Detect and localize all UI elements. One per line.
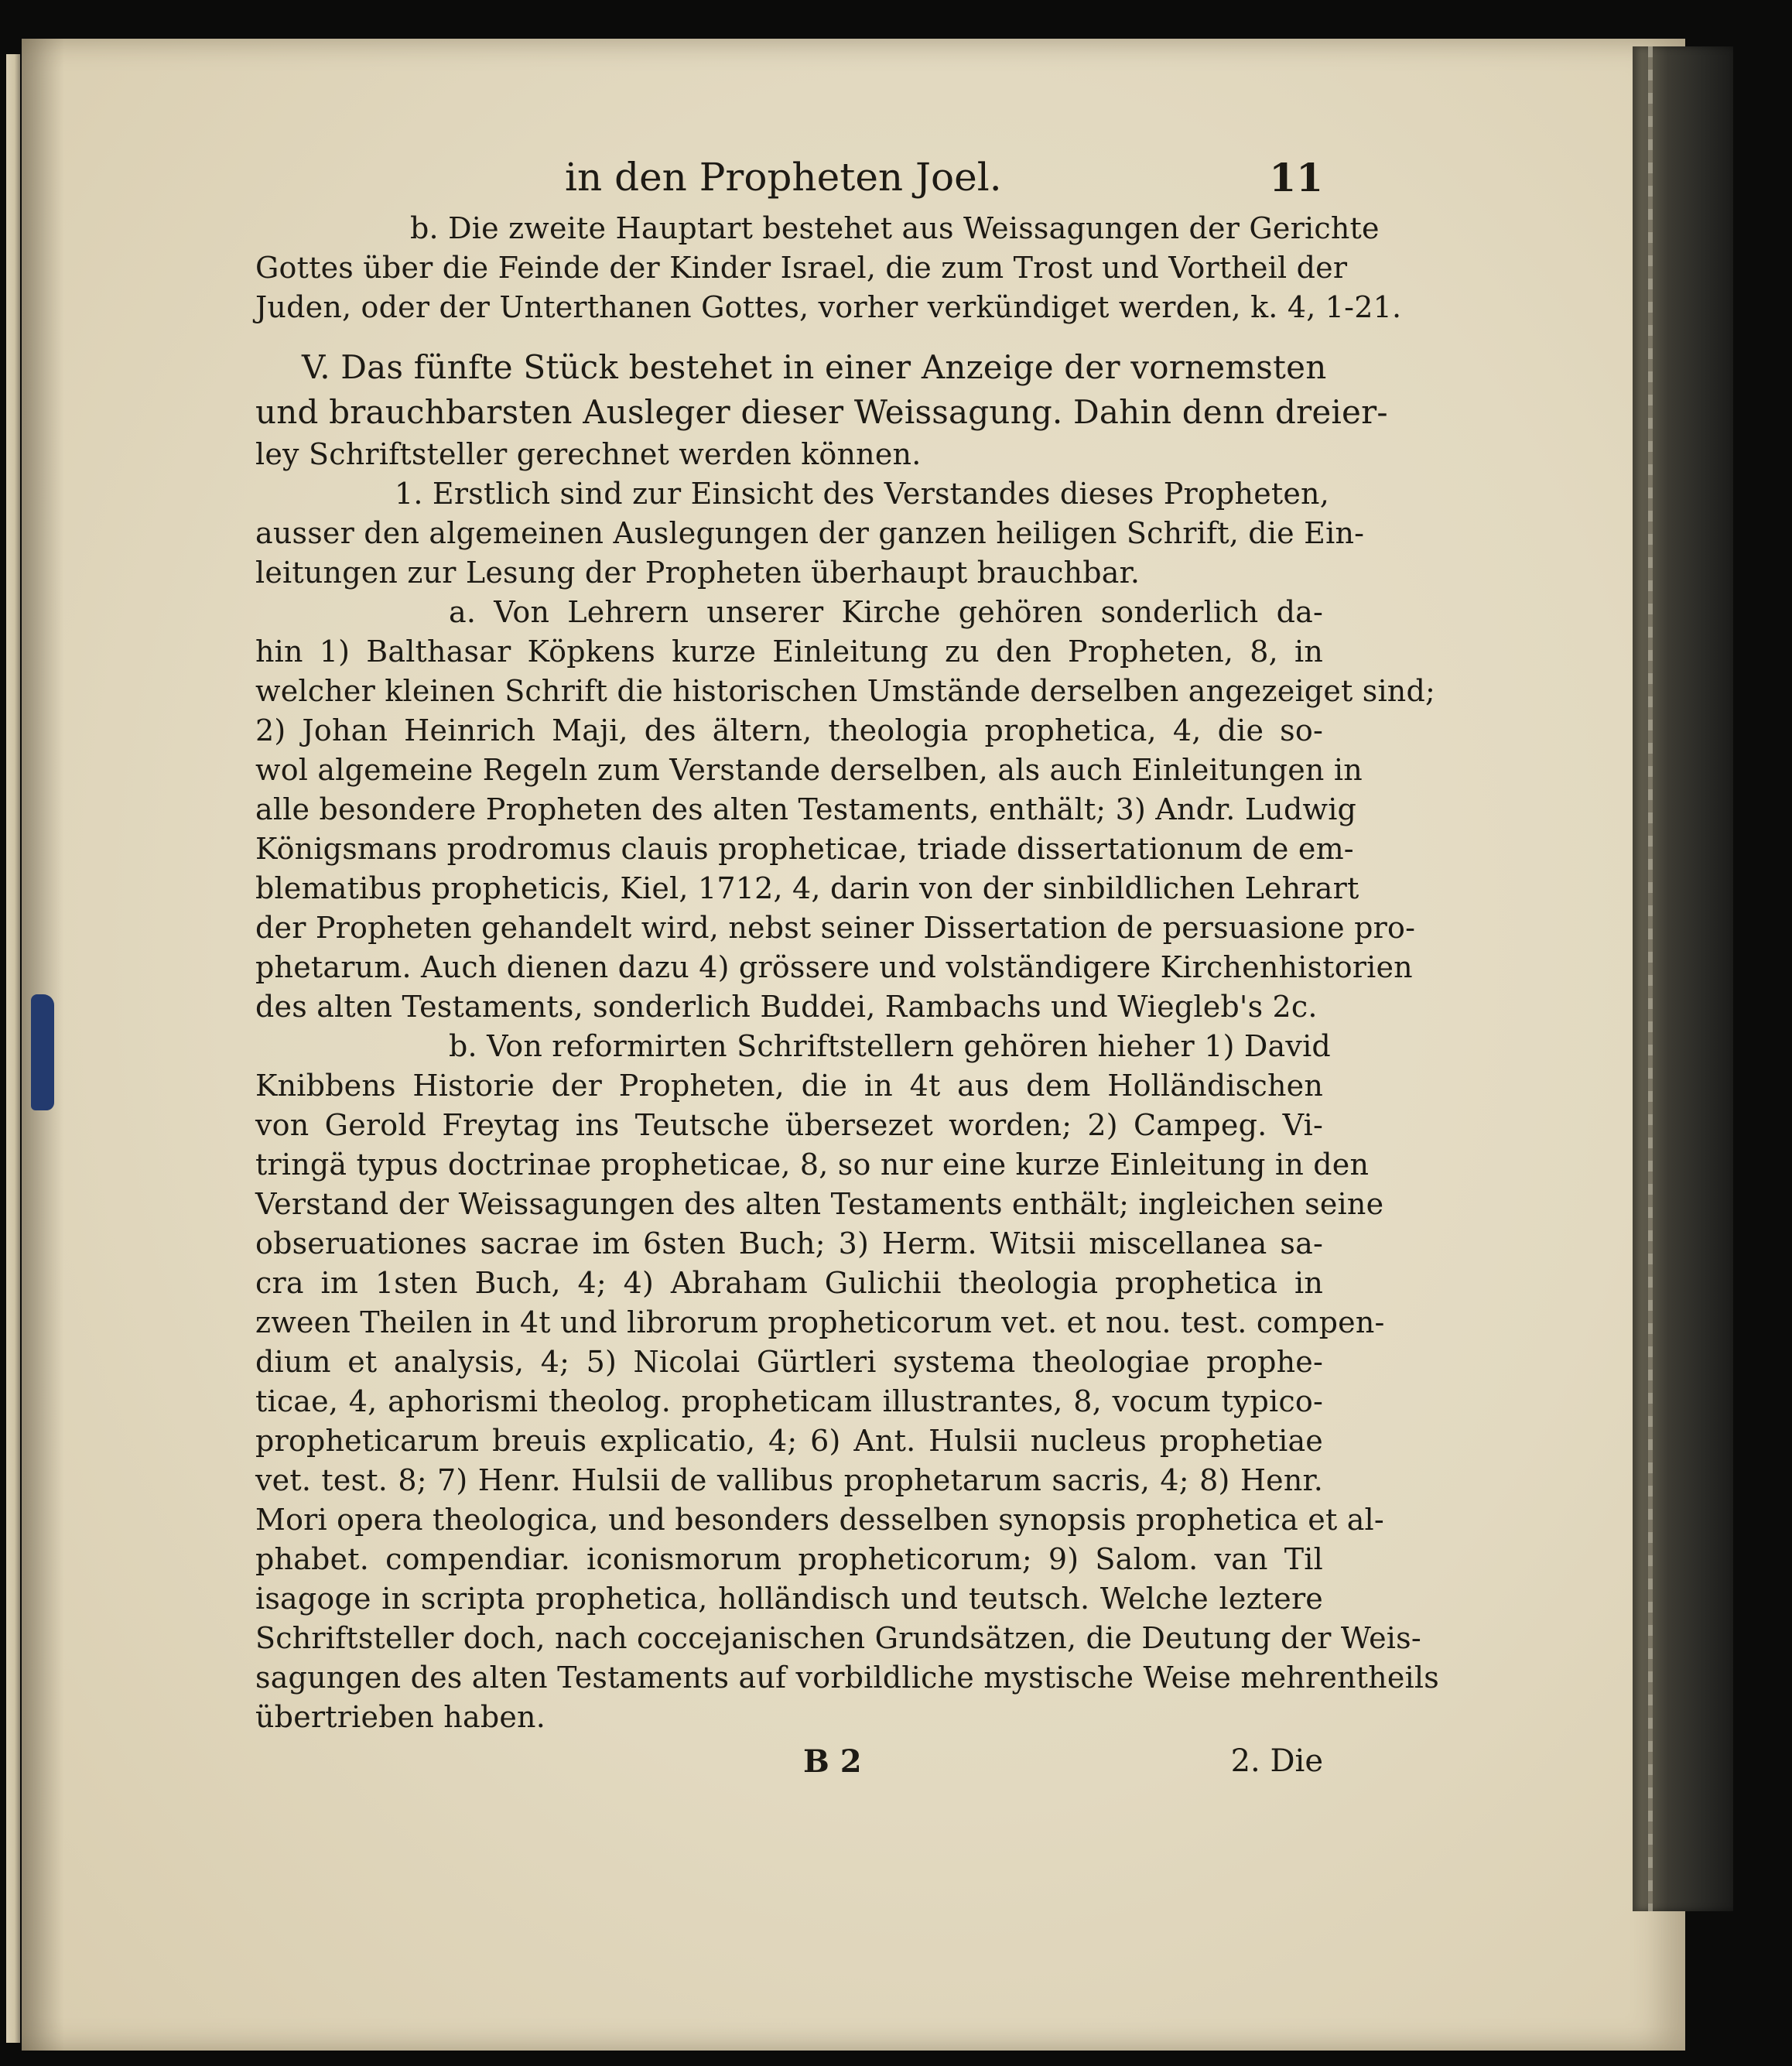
- text-line: von Gerold Freytag ins Teutsche übersezet worden; 2) Campeg. Vi-: [255, 1108, 1323, 1142]
- text-line: Schriftsteller doch, nach coccejanischen Grundsätzen, die Deutung der Weis-: [255, 1621, 1421, 1655]
- text-line: Königsmans prodromus clauis propheticae, triade dissertationum de em-: [255, 832, 1354, 866]
- text-line: b. Von reformirten Schriftstellern gehören hieher 1) David: [449, 1029, 1331, 1063]
- body-text: [255, 209, 1439, 1737]
- page-content: [255, 155, 1439, 1790]
- text-line: der Propheten gehandelt wird, nebst seiner Dissertation de persuasione pro-: [255, 911, 1416, 945]
- text-line: ley Schriftsteller gerechnet werden können.: [255, 437, 922, 471]
- text-line: welcher kleinen Schrift die historischen Umstände derselben angezeiget sind;: [255, 674, 1436, 708]
- text-line: phabet. compendiar. iconismorum propheticorum; 9) Salom. van Til: [255, 1542, 1323, 1576]
- text-line: übertrieben haben.: [255, 1700, 545, 1734]
- text-line: 2) Johan Heinrich Maji, des ältern, theologia prophetica, 4, die so-: [255, 713, 1323, 747]
- text-line: cra im 1sten Buch, 4; 4) Abraham Gulichii theologia prophetica in: [255, 1266, 1323, 1300]
- text-line: hin 1) Balthasar Köpkens kurze Einleitung zu den Propheten, 8, in: [255, 635, 1323, 669]
- signature-mark: B 2: [803, 1743, 862, 1780]
- text-line: Juden, oder der Unterthanen Gottes, vorher verkündiget werden, k. 4, 1-21.: [255, 290, 1402, 324]
- text-line: vet. test. 8; 7) Henr. Hulsii de vallibus prophetarum sacris, 4; 8) Henr.: [255, 1463, 1323, 1497]
- text-line: b. Die zweite Hauptart bestehet aus Weissagungen der Gerichte: [410, 211, 1380, 245]
- text-line: V. Das fünfte Stück bestehet in einer Anzeige der vornemsten: [302, 348, 1327, 386]
- text-line: Gottes über die Feinde der Kinder Israel, die zum Trost und Vortheil der: [255, 251, 1348, 285]
- page-number: 11: [1269, 155, 1323, 200]
- book-cover-edge: [1633, 46, 1733, 1911]
- text-line: zween Theilen in 4t und librorum propheticorum vet. et nou. test. compen-: [255, 1305, 1385, 1339]
- text-line: Knibbens Historie der Propheten, die in 4t aus dem Holländischen: [255, 1069, 1323, 1103]
- text-line: Verstand der Weissagungen des alten Testaments enthält; ingleichen seine: [255, 1187, 1384, 1221]
- text-line: tringä typus doctrinae propheticae, 8, so nur eine kurze Einleitung in den: [255, 1148, 1370, 1182]
- text-line: sagungen des alten Testaments auf vorbildliche mystische Weise mehrentheils: [255, 1661, 1439, 1695]
- text-line: und brauchbarsten Ausleger dieser Weissagung. Dahin denn dreier-: [255, 393, 1388, 431]
- text-line: ticae, 4, aphorismi theolog. propheticam illustrantes, 8, vocum typico-: [255, 1384, 1323, 1418]
- text-line: blematibus propheticis, Kiel, 1712, 4, darin von der sinbildlichen Lehrart: [255, 871, 1359, 905]
- page-footer: [255, 1743, 1323, 1790]
- running-head: [255, 155, 1323, 209]
- blue-marker-tab: [31, 994, 54, 1110]
- text-line: propheticarum breuis explicatio, 4; 6) Ant. Hulsii nucleus prophetiae: [255, 1424, 1323, 1458]
- text-line: dium et analysis, 4; 5) Nicolai Gürtleri systema theologiae prophe-: [255, 1345, 1323, 1379]
- text-line: ausser den algemeinen Auslegungen der ganzen heiligen Schrift, die Ein-: [255, 516, 1365, 550]
- text-line: wol algemeine Regeln zum Verstande derselben, als auch Einleitungen in: [255, 753, 1363, 787]
- previous-page-edge: [6, 54, 20, 2043]
- catchword: 2. Die: [1230, 1743, 1323, 1779]
- text-line: Mori opera theologica, und besonders desselben synopsis prophetica et al-: [255, 1503, 1384, 1537]
- running-title: in den Propheten Joel.: [565, 155, 1002, 200]
- text-line: obseruationes sacrae im 6sten Buch; 3) Herm. Witsii miscellanea sa-: [255, 1226, 1323, 1260]
- text-line: alle besondere Propheten des alten Testaments, enthält; 3) Andr. Ludwig: [255, 792, 1357, 826]
- text-line: phetarum. Auch dienen dazu 4) grössere und volständigere Kirchenhistorien: [255, 950, 1413, 984]
- text-line: 1. Erstlich sind zur Einsicht des Verstandes dieses Propheten,: [395, 477, 1329, 511]
- text-line: leitungen zur Lesung der Propheten überhaupt brauchbar.: [255, 556, 1141, 590]
- text-line: des alten Testaments, sonderlich Buddei, Rambachs und Wiegleb's 2c.: [255, 990, 1318, 1024]
- text-line: isagoge in scripta prophetica, holländisch und teutsch. Welche leztere: [255, 1582, 1323, 1616]
- text-line: a. Von Lehrern unserer Kirche gehören sonderlich da-: [449, 595, 1323, 629]
